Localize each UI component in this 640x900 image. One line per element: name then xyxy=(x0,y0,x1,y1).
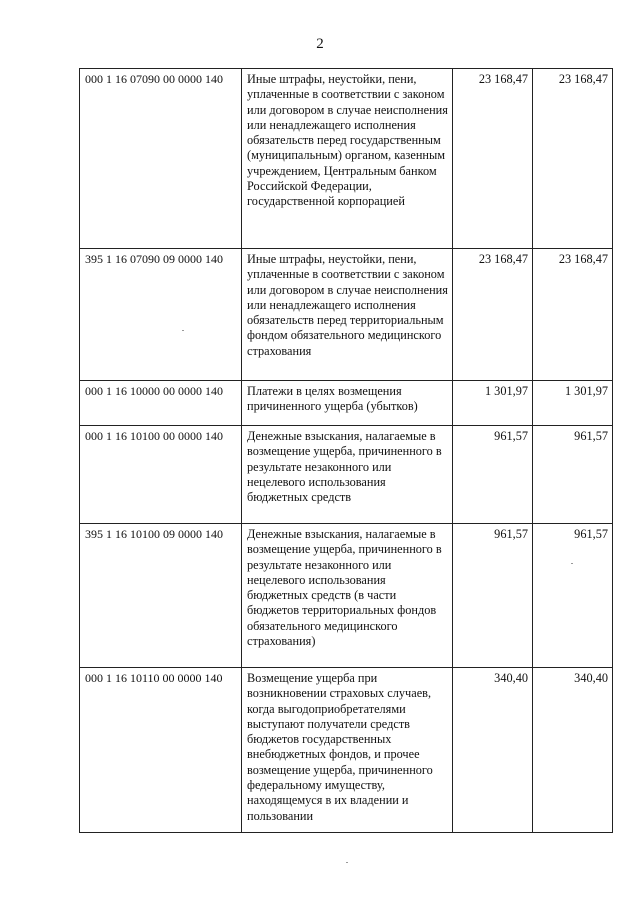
income-description: Денежные взыскания, налагаемые в возмещение ущерба, причиненного в результате незаконного или нецелевого использования бюджетных средств (в части бюджетов территориальных фондов обязательного медицинского страхования) xyxy=(242,524,453,668)
amount-plan: 961,57 xyxy=(453,426,533,524)
budget-code: 000 1 16 10100 00 0000 140 xyxy=(80,426,242,524)
income-description: Возмещение ущерба при возникновении страховых случаев, когда выгодоприобретателями выступают получатели средств бюджетов государственных внебюджетных фондов, и прочее возмещение ущерба, причиненного федеральному имуществу, находящемуся в их владении и пользовании xyxy=(242,668,453,833)
income-description: Денежные взыскания, налагаемые в возмещение ущерба, причиненного в результате незаконного или нецелевого использования бюджетных средств xyxy=(242,426,453,524)
budget-code: 000 1 16 10110 00 0000 140 xyxy=(80,668,242,833)
income-description: Платежи в целях возмещения причиненного ущерба (убытков) xyxy=(242,381,453,426)
amount-fact: 23 168,47 xyxy=(533,249,613,381)
amount-fact: 1 301,97 xyxy=(533,381,613,426)
table-row xyxy=(80,524,613,668)
budget-code: 395 1 16 10100 09 0000 140 xyxy=(80,524,242,668)
amount-fact: 340,40 xyxy=(533,668,613,833)
amount-plan: 23 168,47 xyxy=(453,249,533,381)
scan-speck xyxy=(571,563,573,564)
table-row xyxy=(80,426,613,524)
table-row xyxy=(80,381,613,426)
amount-plan: 340,40 xyxy=(453,668,533,833)
budget-code: 000 1 16 10000 00 0000 140 xyxy=(80,381,242,426)
table-row xyxy=(80,668,613,833)
budget-code: 000 1 16 07090 00 0000 140 xyxy=(80,69,242,249)
scan-speck xyxy=(182,330,184,331)
table-row xyxy=(80,69,613,249)
amount-fact: 23 168,47 xyxy=(533,69,613,249)
amount-plan: 1 301,97 xyxy=(453,381,533,426)
scan-speck xyxy=(346,862,348,863)
amount-fact: 961,57 xyxy=(533,524,613,668)
income-description: Иные штрафы, неустойки, пени, уплаченные в соответствии с законом или договором в случае неисполнения или ненадлежащего исполнения обязательств перед государственным (муниципальным) органом, казенным учреждением, Центральным банком Российской Федерации, государственной корпорацией xyxy=(242,69,453,249)
budget-table xyxy=(79,68,613,833)
amount-plan: 23 168,47 xyxy=(453,69,533,249)
amount-plan: 961,57 xyxy=(453,524,533,668)
page-number: 2 xyxy=(316,36,324,52)
budget-code: 395 1 16 07090 09 0000 140 xyxy=(80,249,242,381)
table-row xyxy=(80,249,613,381)
income-description: Иные штрафы, неустойки, пени, уплаченные в соответствии с законом или договором в случае неисполнения или ненадлежащего исполнения обязательств перед территориальным фондом обязательного медицинского страхования xyxy=(242,249,453,381)
amount-fact: 961,57 xyxy=(533,426,613,524)
